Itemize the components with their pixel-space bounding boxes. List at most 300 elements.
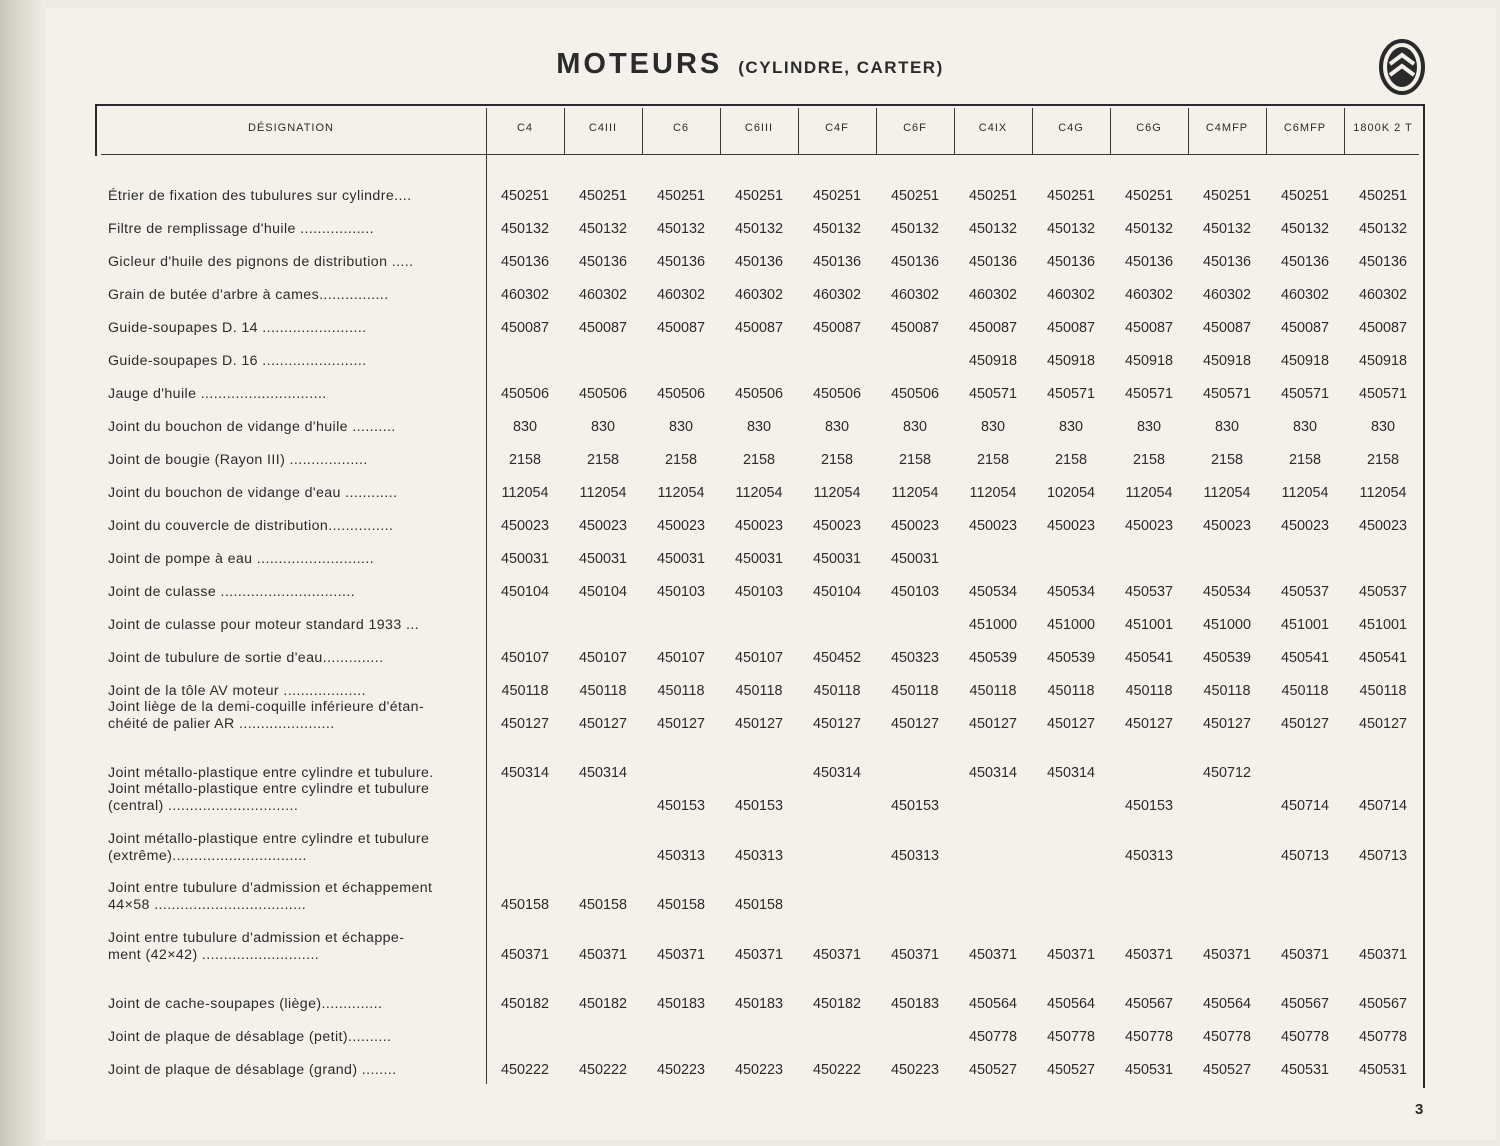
part-number-cell: 450031 <box>734 551 784 567</box>
part-number-cell: 2158 <box>820 452 853 468</box>
row-designation: Joint de culasse pour moteur standard 1933 ... <box>108 617 419 633</box>
part-number-cell: 450136 <box>1124 254 1174 270</box>
part-number-cell: 450107 <box>656 650 706 666</box>
part-number-cell: 830 <box>1214 419 1239 435</box>
part-number-cell: 112054 <box>969 485 1017 501</box>
part-number-cell: 450182 <box>578 996 628 1012</box>
part-number-cell: 450023 <box>1280 518 1330 534</box>
part-number-cell: 450023 <box>1124 518 1174 534</box>
part-number-cell: 450118 <box>813 683 861 699</box>
part-number-cell: 450918 <box>1358 353 1408 369</box>
part-number-cell: 450132 <box>890 221 940 237</box>
part-number-cell: 451000 <box>1046 617 1096 633</box>
part-number-cell: 450314 <box>968 765 1018 781</box>
table-row <box>95 386 1425 403</box>
part-number-cell: 450136 <box>500 254 550 270</box>
part-number-cell: 450537 <box>1124 584 1174 600</box>
table-row <box>95 996 1425 1013</box>
part-number-cell: 450087 <box>500 320 550 336</box>
part-number-cell: 450527 <box>1046 1062 1096 1078</box>
row-designation: Grain de butée d'arbre à cames................ <box>108 287 389 303</box>
row-designation: Joint de culasse ............................... <box>108 584 356 600</box>
part-number-cell: 450023 <box>656 518 706 534</box>
part-number-cell: 450506 <box>890 386 940 402</box>
part-number-cell: 450527 <box>1202 1062 1252 1078</box>
part-number-cell: 450223 <box>734 1062 784 1078</box>
part-number-cell: 450127 <box>500 716 550 732</box>
part-number-cell: 450118 <box>1125 683 1173 699</box>
row-designation: Joint entre tubulure d'admission et échappe- ment (42×42) ........................... <box>108 930 405 963</box>
row-designation: Filtre de remplissage d'huile ................. <box>108 221 374 237</box>
part-number-cell: 450183 <box>656 996 706 1012</box>
part-number-cell: 450539 <box>1202 650 1252 666</box>
part-number-cell: 450023 <box>578 518 628 534</box>
part-number-cell: 450023 <box>1202 518 1252 534</box>
table-row <box>95 699 1425 733</box>
part-number-cell: 450118 <box>735 683 783 699</box>
part-number-cell: 450132 <box>1358 221 1408 237</box>
header-model: C4 <box>516 122 534 134</box>
part-number-cell: 450323 <box>890 650 940 666</box>
table-frame-top <box>95 104 1425 106</box>
part-number-cell: 450132 <box>1202 221 1252 237</box>
part-number-cell: 450222 <box>500 1062 550 1078</box>
part-number-cell: 450567 <box>1124 996 1174 1012</box>
row-designation: Joint du bouchon de vidange d'huile .......... <box>108 419 396 435</box>
part-number-cell: 2158 <box>1132 452 1165 468</box>
parts-table <box>95 104 1425 1088</box>
page-title <box>0 48 1500 81</box>
part-number-cell: 451000 <box>1202 617 1252 633</box>
part-number-cell: 450127 <box>656 716 706 732</box>
part-number-cell: 450714 <box>1280 798 1330 814</box>
part-number-cell: 450571 <box>1280 386 1330 402</box>
part-number-cell: 450564 <box>968 996 1018 1012</box>
table-row <box>95 485 1425 502</box>
part-number-cell: 450153 <box>734 798 784 814</box>
part-number-cell: 450087 <box>1046 320 1096 336</box>
part-number-cell: 830 <box>512 419 537 435</box>
part-number-cell: 460302 <box>968 287 1018 303</box>
part-number-cell: 450158 <box>500 897 550 913</box>
part-number-cell: 450541 <box>1280 650 1330 666</box>
part-number-cell: 450182 <box>812 996 862 1012</box>
part-number-cell: 450539 <box>1046 650 1096 666</box>
part-number-cell: 450251 <box>1358 188 1408 204</box>
part-number-cell: 460302 <box>1202 287 1252 303</box>
title-subtitle: (CYLINDRE, CARTER) <box>738 58 944 77</box>
part-number-cell: 450158 <box>656 897 706 913</box>
row-designation: Joint de bougie (Rayon III) .................. <box>108 452 368 468</box>
header-model: C6III <box>744 122 774 134</box>
part-number-cell: 112054 <box>891 485 939 501</box>
part-number-cell: 450103 <box>656 584 706 600</box>
row-designation: Guide-soupapes D. 14 ........................ <box>108 320 367 336</box>
part-number-cell: 450107 <box>734 650 784 666</box>
row-designation: Joint de tubulure de sortie d'eau.............. <box>108 650 384 666</box>
part-number-cell: 450118 <box>501 683 549 699</box>
part-number-cell: 450118 <box>1281 683 1329 699</box>
part-number-cell: 450136 <box>1046 254 1096 270</box>
part-number-cell: 450136 <box>968 254 1018 270</box>
part-number-cell: 450371 <box>1124 947 1174 963</box>
part-number-cell: 450314 <box>578 765 628 781</box>
part-number-cell: 450127 <box>1124 716 1174 732</box>
part-number-cell: 450506 <box>656 386 706 402</box>
part-number-cell: 450136 <box>1280 254 1330 270</box>
part-number-cell: 450182 <box>500 996 550 1012</box>
part-number-cell: 450251 <box>890 188 940 204</box>
part-number-cell: 450564 <box>1046 996 1096 1012</box>
part-number-cell: 450127 <box>968 716 1018 732</box>
part-number-cell: 830 <box>980 419 1005 435</box>
part-number-cell: 112054 <box>813 485 861 501</box>
part-number-cell: 450534 <box>1202 584 1252 600</box>
table-row <box>95 781 1425 815</box>
part-number-cell: 450371 <box>1358 947 1408 963</box>
part-number-cell: 450571 <box>1202 386 1252 402</box>
part-number-cell: 450118 <box>1359 683 1407 699</box>
part-number-cell: 451001 <box>1280 617 1330 633</box>
part-number-cell: 450132 <box>656 221 706 237</box>
table-row <box>95 419 1425 436</box>
part-number-cell: 450127 <box>734 716 784 732</box>
row-designation: Joint métallo-plastique entre cylindre et tubulure. <box>108 765 434 781</box>
part-number-cell: 450118 <box>1047 683 1095 699</box>
part-number-cell: 450127 <box>1046 716 1096 732</box>
row-designation: Joint de plaque de désablage (petit).......... <box>108 1029 392 1045</box>
table-row <box>95 930 1425 964</box>
header-model: C6G <box>1136 122 1162 134</box>
part-number-cell: 450023 <box>890 518 940 534</box>
part-number-cell: 2158 <box>508 452 541 468</box>
part-number-cell: 450087 <box>1358 320 1408 336</box>
part-number-cell: 830 <box>824 419 849 435</box>
part-number-cell: 112054 <box>1281 485 1329 501</box>
header-model: C6 <box>672 122 690 134</box>
part-number-cell: 450183 <box>734 996 784 1012</box>
page-number: 3 <box>1415 1101 1424 1118</box>
part-number-cell: 830 <box>668 419 693 435</box>
part-number-cell: 450132 <box>1280 221 1330 237</box>
part-number-cell: 112054 <box>657 485 705 501</box>
part-number-cell: 450714 <box>1358 798 1408 814</box>
part-number-cell: 2158 <box>1054 452 1087 468</box>
part-number-cell: 450537 <box>1280 584 1330 600</box>
row-designation: Joint de la tôle AV moteur ................... <box>108 683 366 699</box>
part-number-cell: 450087 <box>1202 320 1252 336</box>
part-number-cell: 450023 <box>500 518 550 534</box>
part-number-cell: 2158 <box>976 452 1009 468</box>
part-number-cell: 450778 <box>1358 1029 1408 1045</box>
part-number-cell: 112054 <box>1203 485 1251 501</box>
part-number-cell: 450251 <box>812 188 862 204</box>
table-row <box>95 584 1425 601</box>
part-number-cell: 450313 <box>656 848 706 864</box>
part-number-cell: 450313 <box>890 848 940 864</box>
part-number-cell: 450712 <box>1202 765 1252 781</box>
part-number-cell: 830 <box>1292 419 1317 435</box>
part-number-cell: 450314 <box>500 765 550 781</box>
part-number-cell: 450527 <box>968 1062 1018 1078</box>
table-row <box>95 353 1425 370</box>
part-number-cell: 2158 <box>1366 452 1399 468</box>
part-number-cell: 450023 <box>1358 518 1408 534</box>
part-number-cell: 830 <box>1136 419 1161 435</box>
part-number-cell: 450127 <box>1358 716 1408 732</box>
header-rule <box>101 154 1419 155</box>
part-number-cell: 830 <box>1370 419 1395 435</box>
part-number-cell: 450031 <box>812 551 862 567</box>
part-number-cell: 102054 <box>1046 485 1096 501</box>
part-number-cell: 450127 <box>578 716 628 732</box>
header-model: C6F <box>903 122 927 134</box>
part-number-cell: 450371 <box>578 947 628 963</box>
part-number-cell: 450136 <box>812 254 862 270</box>
part-number-cell: 450127 <box>812 716 862 732</box>
table-row <box>95 650 1425 667</box>
part-number-cell: 450531 <box>1124 1062 1174 1078</box>
part-number-cell: 460302 <box>812 287 862 303</box>
part-number-cell: 450314 <box>812 765 862 781</box>
table-frame-left <box>95 104 97 156</box>
part-number-cell: 450778 <box>1280 1029 1330 1045</box>
table-row <box>95 221 1425 238</box>
part-number-cell: 450158 <box>578 897 628 913</box>
part-number-cell: 450103 <box>734 584 784 600</box>
part-number-cell: 112054 <box>1125 485 1173 501</box>
row-designation: Étrier de fixation des tubulures sur cylindre.... <box>108 188 412 204</box>
part-number-cell: 450371 <box>656 947 706 963</box>
part-number-cell: 450127 <box>890 716 940 732</box>
part-number-cell: 450251 <box>1046 188 1096 204</box>
table-row <box>95 287 1425 304</box>
table-row <box>95 617 1425 634</box>
part-number-cell: 450153 <box>656 798 706 814</box>
part-number-cell: 450251 <box>968 188 1018 204</box>
part-number-cell: 450023 <box>968 518 1018 534</box>
part-number-cell: 450127 <box>1280 716 1330 732</box>
part-number-cell: 450452 <box>812 650 862 666</box>
table-row <box>95 765 1425 782</box>
table-row <box>95 683 1425 700</box>
part-number-cell: 450571 <box>1358 386 1408 402</box>
part-number-cell: 450371 <box>890 947 940 963</box>
part-number-cell: 450132 <box>500 221 550 237</box>
part-number-cell: 460302 <box>500 287 550 303</box>
part-number-cell: 460302 <box>890 287 940 303</box>
part-number-cell: 450571 <box>1124 386 1174 402</box>
part-number-cell: 450571 <box>968 386 1018 402</box>
part-number-cell: 450251 <box>656 188 706 204</box>
part-number-cell: 450087 <box>968 320 1018 336</box>
part-number-cell: 450778 <box>1202 1029 1252 1045</box>
part-number-cell: 112054 <box>579 485 627 501</box>
row-designation: Joint entre tubulure d'admission et échappement 44×58 ................................... <box>108 880 433 913</box>
part-number-cell: 450251 <box>1280 188 1330 204</box>
part-number-cell: 450531 <box>1280 1062 1330 1078</box>
part-number-cell: 2158 <box>742 452 775 468</box>
header-model: C4III <box>588 122 618 134</box>
part-number-cell: 450132 <box>812 221 862 237</box>
part-number-cell: 830 <box>902 419 927 435</box>
header-model: C4F <box>825 122 849 134</box>
part-number-cell: 460302 <box>656 287 706 303</box>
part-number-cell: 450534 <box>1046 584 1096 600</box>
table-row <box>95 880 1425 914</box>
part-number-cell: 450087 <box>812 320 862 336</box>
row-designation: Joint du bouchon de vidange d'eau ............ <box>108 485 398 501</box>
part-number-cell: 450107 <box>500 650 550 666</box>
part-number-cell: 450031 <box>890 551 940 567</box>
part-number-cell: 450537 <box>1358 584 1408 600</box>
part-number-cell: 450087 <box>1280 320 1330 336</box>
part-number-cell: 450031 <box>500 551 550 567</box>
title-main: MOTEURS <box>556 48 723 80</box>
part-number-cell: 450023 <box>1046 518 1096 534</box>
part-number-cell: 450371 <box>1046 947 1096 963</box>
part-number-cell: 450118 <box>891 683 939 699</box>
part-number-cell: 450506 <box>812 386 862 402</box>
part-number-cell: 450371 <box>1280 947 1330 963</box>
part-number-cell: 450778 <box>968 1029 1018 1045</box>
part-number-cell: 450087 <box>734 320 784 336</box>
header-model: C4MFP <box>1205 122 1249 134</box>
header-model: C6MFP <box>1283 122 1327 134</box>
part-number-cell: 450087 <box>656 320 706 336</box>
part-number-cell: 450023 <box>812 518 862 534</box>
header-model: C4IX <box>978 122 1008 134</box>
table-row <box>95 518 1425 535</box>
table-row <box>95 551 1425 568</box>
part-number-cell: 450918 <box>1202 353 1252 369</box>
part-number-cell: 450918 <box>1280 353 1330 369</box>
part-number-cell: 450313 <box>734 848 784 864</box>
part-number-cell: 450918 <box>968 353 1018 369</box>
part-number-cell: 450713 <box>1358 848 1408 864</box>
part-number-cell: 450087 <box>890 320 940 336</box>
part-number-cell: 450104 <box>500 584 550 600</box>
table-row <box>95 1029 1425 1046</box>
part-number-cell: 450251 <box>734 188 784 204</box>
part-number-cell: 450132 <box>734 221 784 237</box>
header-model: 1800K 2 T <box>1353 122 1413 134</box>
part-number-cell: 450136 <box>890 254 940 270</box>
part-number-cell: 450158 <box>734 897 784 913</box>
part-number-cell: 451000 <box>968 617 1018 633</box>
part-number-cell: 450118 <box>1203 683 1251 699</box>
part-number-cell: 450534 <box>968 584 1018 600</box>
part-number-cell: 450183 <box>890 996 940 1012</box>
part-number-cell: 450251 <box>1202 188 1252 204</box>
part-number-cell: 450031 <box>578 551 628 567</box>
table-row <box>95 188 1425 205</box>
part-number-cell: 460302 <box>578 287 628 303</box>
part-number-cell: 2158 <box>1288 452 1321 468</box>
part-number-cell: 450107 <box>578 650 628 666</box>
part-number-cell: 450567 <box>1358 996 1408 1012</box>
part-number-cell: 450118 <box>579 683 627 699</box>
table-row <box>95 452 1425 469</box>
part-number-cell: 450778 <box>1124 1029 1174 1045</box>
row-designation: Joint métallo-plastique entre cylindre et tubulure (extrême)............................... <box>108 831 430 864</box>
part-number-cell: 451001 <box>1358 617 1408 633</box>
part-number-cell: 450023 <box>734 518 784 534</box>
part-number-cell: 450313 <box>1124 848 1174 864</box>
row-designation: Joint de plaque de désablage (grand) ........ <box>108 1062 397 1078</box>
row-designation: Joint métallo-plastique entre cylindre et tubulure (central) .............................. <box>108 781 430 814</box>
part-number-cell: 2158 <box>586 452 619 468</box>
part-number-cell: 460302 <box>734 287 784 303</box>
part-number-cell: 450118 <box>969 683 1017 699</box>
part-number-cell: 830 <box>590 419 615 435</box>
part-number-cell: 450223 <box>656 1062 706 1078</box>
row-designation: Joint liège de la demi-coquille inférieure d'étan- chéité de palier AR ...................... <box>108 699 425 732</box>
part-number-cell: 450127 <box>1202 716 1252 732</box>
part-number-cell: 450371 <box>968 947 1018 963</box>
part-number-cell: 450132 <box>578 221 628 237</box>
row-designation: Gicleur d'huile des pignons de distribution ..... <box>108 254 414 270</box>
book-spine-shadow <box>0 0 46 1146</box>
part-number-cell: 450136 <box>1358 254 1408 270</box>
part-number-cell: 450506 <box>578 386 628 402</box>
part-number-cell: 450222 <box>578 1062 628 1078</box>
part-number-cell: 451001 <box>1124 617 1174 633</box>
part-number-cell: 450136 <box>578 254 628 270</box>
citroen-double-chevron-icon <box>1378 38 1426 96</box>
row-designation: Jauge d'huile ............................. <box>108 386 327 402</box>
part-number-cell: 450918 <box>1046 353 1096 369</box>
part-number-cell: 450564 <box>1202 996 1252 1012</box>
part-number-cell: 450153 <box>1124 798 1174 814</box>
part-number-cell: 450222 <box>812 1062 862 1078</box>
part-number-cell: 450371 <box>1202 947 1252 963</box>
table-row <box>95 254 1425 271</box>
part-number-cell: 450713 <box>1280 848 1330 864</box>
part-number-cell: 450571 <box>1046 386 1096 402</box>
part-number-cell: 460302 <box>1358 287 1408 303</box>
part-number-cell: 450118 <box>657 683 705 699</box>
part-number-cell: 450087 <box>1124 320 1174 336</box>
part-number-cell: 450251 <box>1124 188 1174 204</box>
part-number-cell: 450314 <box>1046 765 1096 781</box>
part-number-cell: 450778 <box>1046 1029 1096 1045</box>
part-number-cell: 2158 <box>898 452 931 468</box>
part-number-cell: 450251 <box>500 188 550 204</box>
part-number-cell: 450103 <box>890 584 940 600</box>
part-number-cell: 450136 <box>734 254 784 270</box>
header-model: C4G <box>1058 122 1084 134</box>
part-number-cell: 450371 <box>734 947 784 963</box>
part-number-cell: 450531 <box>1358 1062 1408 1078</box>
part-number-cell: 450506 <box>734 386 784 402</box>
row-designation: Joint de cache-soupapes (liège).............. <box>108 996 383 1012</box>
part-number-cell: 450132 <box>1046 221 1096 237</box>
row-designation: Guide-soupapes D. 16 ........................ <box>108 353 367 369</box>
part-number-cell: 460302 <box>1280 287 1330 303</box>
part-number-cell: 450567 <box>1280 996 1330 1012</box>
part-number-cell: 450132 <box>968 221 1018 237</box>
row-designation: Joint de pompe à eau ........................... <box>108 551 375 567</box>
row-designation: Joint du couvercle de distribution............... <box>108 518 394 534</box>
part-number-cell: 450104 <box>578 584 628 600</box>
part-number-cell: 450918 <box>1124 353 1174 369</box>
part-number-cell: 450539 <box>968 650 1018 666</box>
part-number-cell: 450087 <box>578 320 628 336</box>
part-number-cell: 2158 <box>1210 452 1243 468</box>
part-number-cell: 450541 <box>1358 650 1408 666</box>
part-number-cell: 112054 <box>1359 485 1407 501</box>
